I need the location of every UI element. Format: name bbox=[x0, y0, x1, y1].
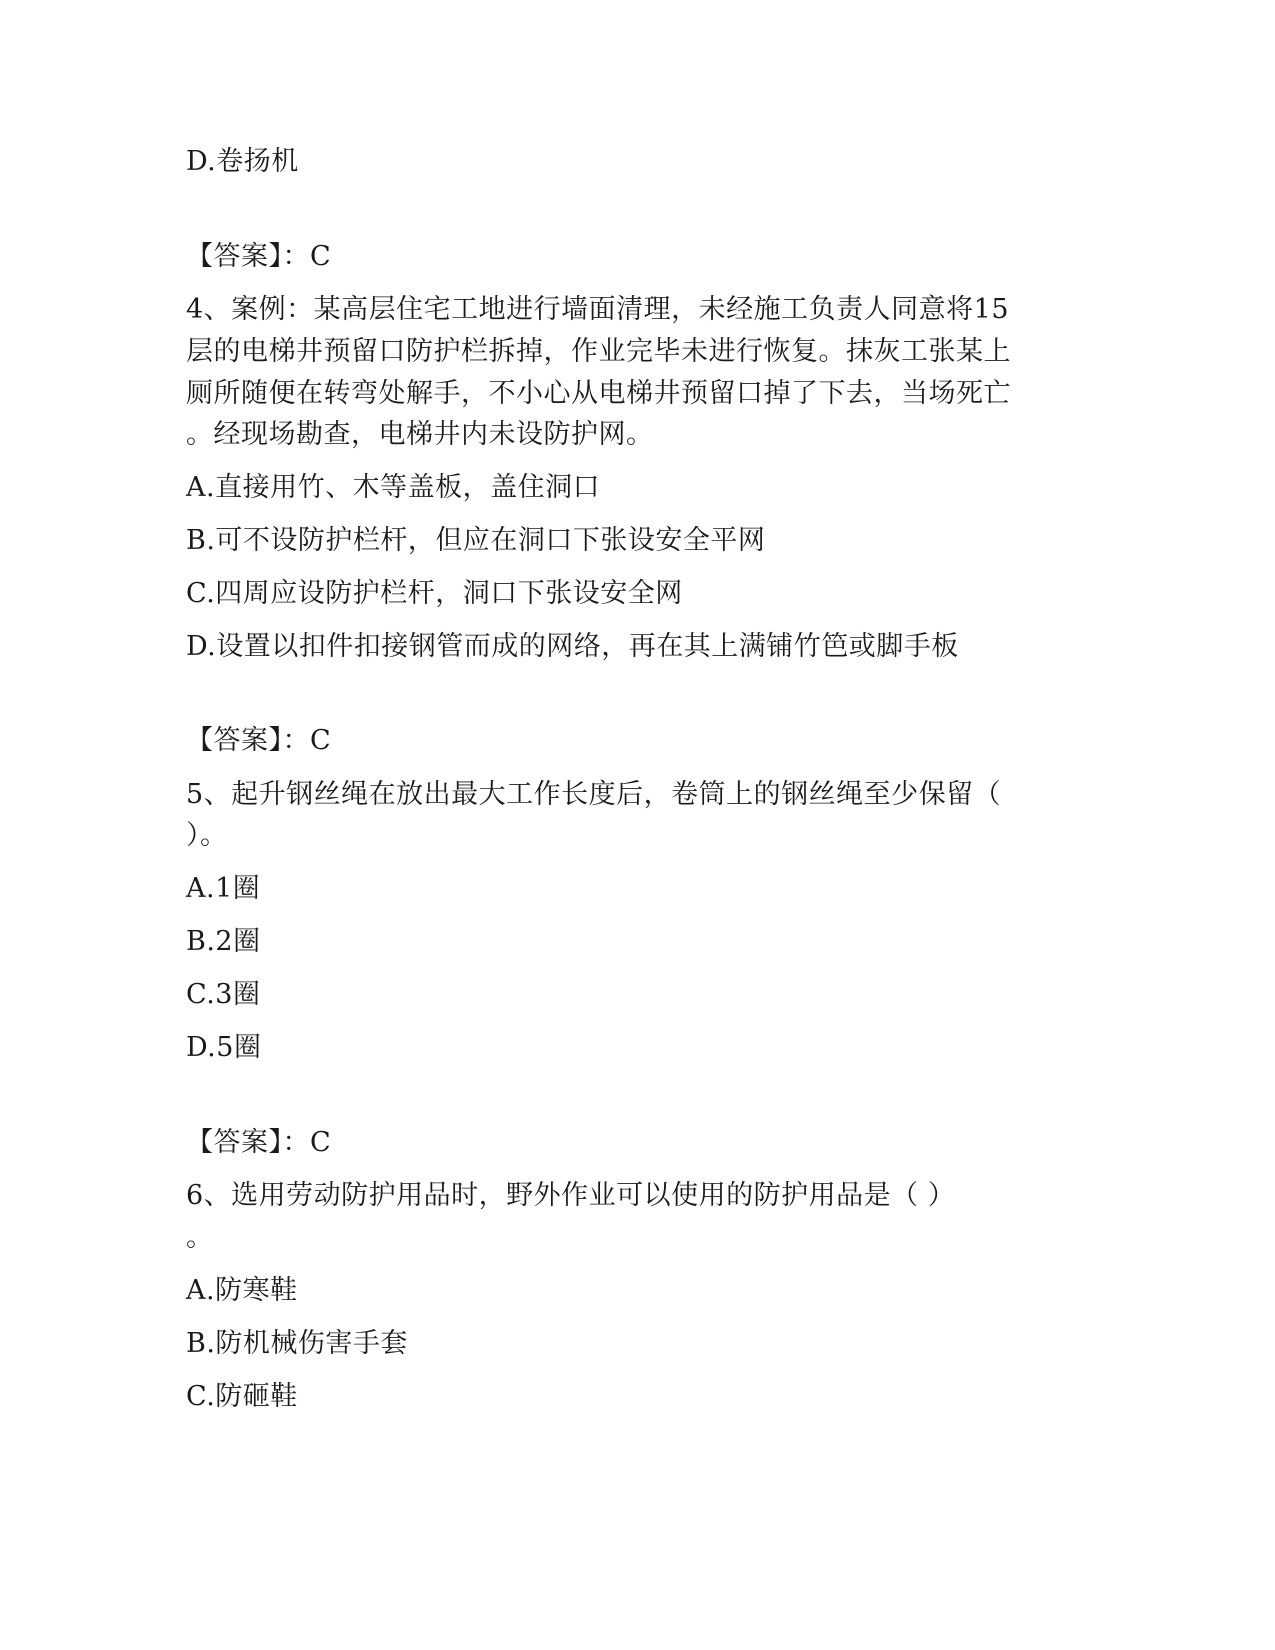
q5-option-a: A.1圈 bbox=[186, 873, 261, 904]
q4-stem-line-1: 4、案例：某高层住宅工地进行墙面清理，未经施工负责人同意将15 bbox=[186, 294, 1010, 325]
q4-option-d: D.设置以扣件扣接钢管而成的网络，再在其上满铺竹笆或脚手板 bbox=[186, 631, 959, 662]
q3-answer: 【答案】：C bbox=[186, 241, 332, 272]
q4-stem-line-4: 。经现场勘查，电梯井内未设防护网。 bbox=[186, 419, 654, 450]
q6-stem-line-1: 6、选用劳动防护用品时，野外作业可以使用的防护用品是（ ） bbox=[186, 1180, 956, 1211]
q5-stem-line-1: 5、起升钢丝绳在放出最大工作长度后，卷筒上的钢丝绳至少保留（ bbox=[186, 779, 1002, 810]
q6-option-b: B.防机械伤害手套 bbox=[186, 1328, 408, 1359]
q4-option-a: A.直接用竹、木等盖板，盖住洞口 bbox=[186, 472, 601, 503]
q4-option-b: B.可不设防护栏杆，但应在洞口下张设安全平网 bbox=[186, 525, 766, 556]
q6-option-c: C.防砸鞋 bbox=[186, 1381, 298, 1412]
q4-stem-line-3: 厕所随便在转弯处解手，不小心从电梯井预留口掉了下去，当场死亡 bbox=[186, 378, 1011, 409]
q3-option-d: D.卷扬机 bbox=[186, 146, 299, 177]
q5-option-d: D.5圈 bbox=[186, 1032, 262, 1063]
q5-option-b: B.2圈 bbox=[186, 926, 261, 957]
q4-answer: 【答案】：C bbox=[186, 725, 332, 756]
q6-stem-line-2: 。 bbox=[186, 1222, 214, 1253]
q5-answer: 【答案】：C bbox=[186, 1127, 332, 1158]
q6-option-a: A.防寒鞋 bbox=[186, 1275, 298, 1306]
q4-option-c: C.四周应设防护栏杆，洞口下张设安全网 bbox=[186, 578, 683, 609]
q5-stem-line-2: ）。 bbox=[186, 820, 228, 851]
q4-stem-line-2: 层的电梯井预留口防护栏拆掉，作业完毕未进行恢复。抹灰工张某上 bbox=[186, 336, 1011, 367]
q5-option-c: C.3圈 bbox=[186, 979, 261, 1010]
